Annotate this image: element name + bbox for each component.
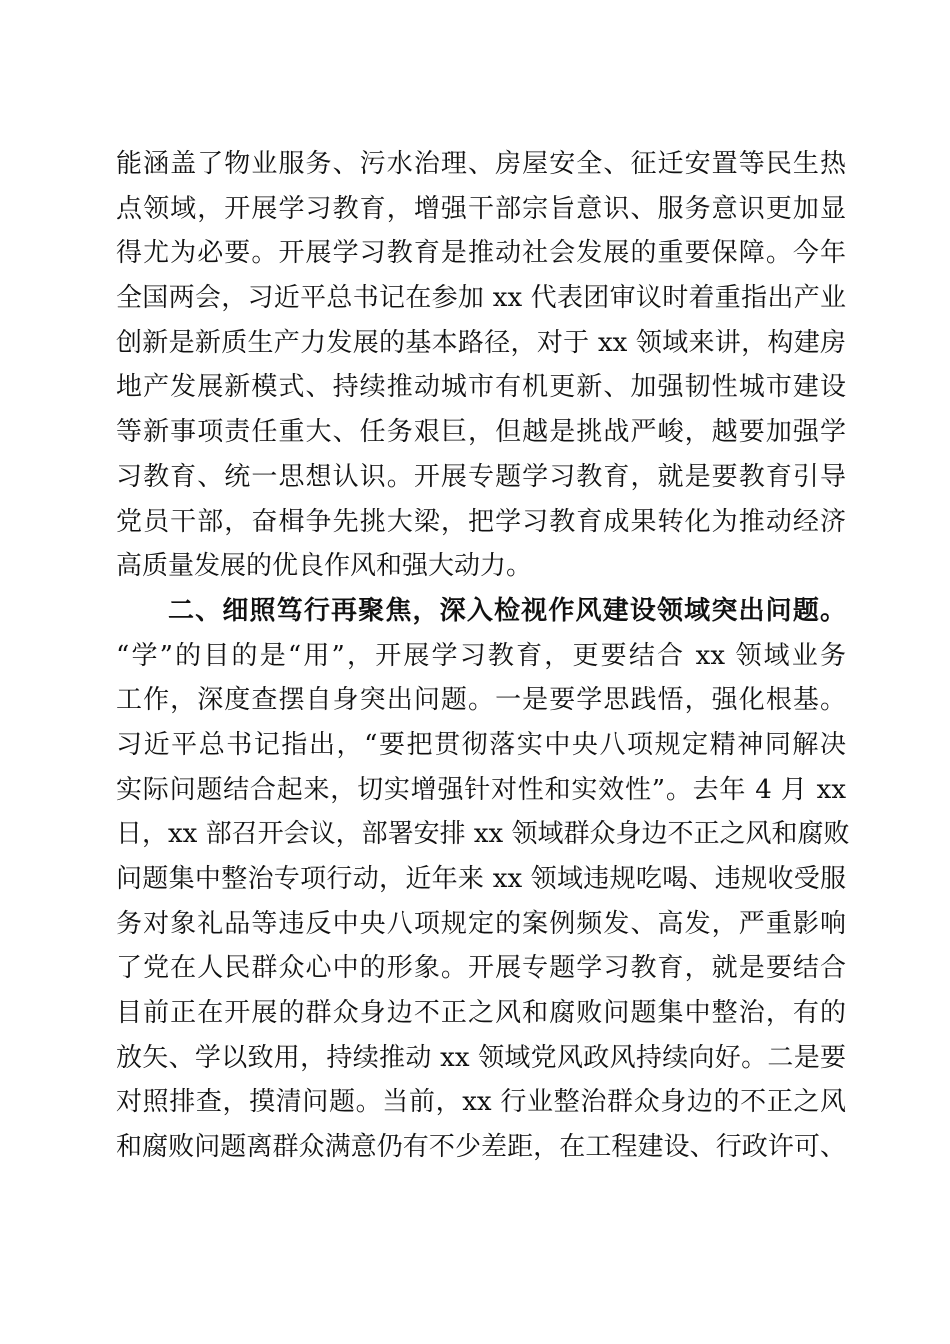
body-line: 点领域，开展学习教育，增强干部宗旨意识、服务意识更加显 (116, 193, 846, 224)
body-line: 习近平总书记指出，“要把贯彻落实中央八项规定精神同解决 (116, 729, 846, 760)
body-line: 目前正在开展的群众身边不正之风和腐败问题集中整治，有的 (116, 998, 846, 1029)
body-line: 工作，深度查摆自身突出问题。一是要学思践悟，强化根基。 (116, 685, 846, 716)
body-line: 等新事项责任重大、任务艰巨，但越是挑战严峻，越要加强学 (116, 417, 846, 448)
body-line: 日，xx 部召开会议，部署安排 xx 领域群众身边不正之风和腐败 (116, 819, 850, 850)
body-line: 创新是新质生产力发展的基本路径，对于 xx 领域来讲，构建房 (116, 327, 846, 358)
body-line: 得尤为必要。开展学习教育是推动社会发展的重要保障。今年 (116, 238, 846, 269)
body-line: 党员干部，奋楫争先挑大梁，把学习教育成果转化为推动经济 (116, 506, 846, 537)
paragraph-end-line: 高质量发展的优良作风和强大动力。 (116, 551, 533, 582)
body-line: 地产发展新模式、持续推动城市有机更新、加强韧性城市建设 (116, 372, 846, 403)
document-body (116, 142, 850, 1170)
body-line: 问题集中整治专项行动，近年来 xx 领域违规吃喝、违规收受服 (116, 864, 846, 894)
body-line: 了党在人民群众心中的形象。开展专题学习教育，就是要结合 (116, 953, 846, 984)
body-line: 全国两会，习近平总书记在参加 xx 代表团审议时着重指出产业 (116, 283, 846, 314)
body-line: 实际问题结合起来，切实增强针对性和实效性”。去年 4 月 xx (116, 774, 846, 805)
body-line: 放矢、学以致用，持续推动 xx 领域党风政风持续向好。二是要 (116, 1042, 846, 1073)
body-line: 和腐败问题离群众满意仍有不少差距，在工程建设、行政许可、 (116, 1132, 846, 1163)
body-line: 能涵盖了物业服务、污水治理、房屋安全、征迁安置等民生热 (116, 149, 846, 179)
body-line: 务对象礼品等违反中央八项规定的案例频发、高发，严重影响 (116, 908, 846, 939)
body-line: “学”的目的是“用”，开展学习教育，更要结合 xx 领域业务 (116, 640, 846, 671)
body-line: 对照排查，摸清问题。当前，xx 行业整治群众身边的不正之风 (116, 1087, 846, 1118)
body-line: 习教育、统一思想认识。开展专题学习教育，就是要教育引导 (116, 461, 846, 492)
section-heading: 二、细照笃行再聚焦，深入检视作风建设领域突出问题。 (168, 595, 846, 626)
